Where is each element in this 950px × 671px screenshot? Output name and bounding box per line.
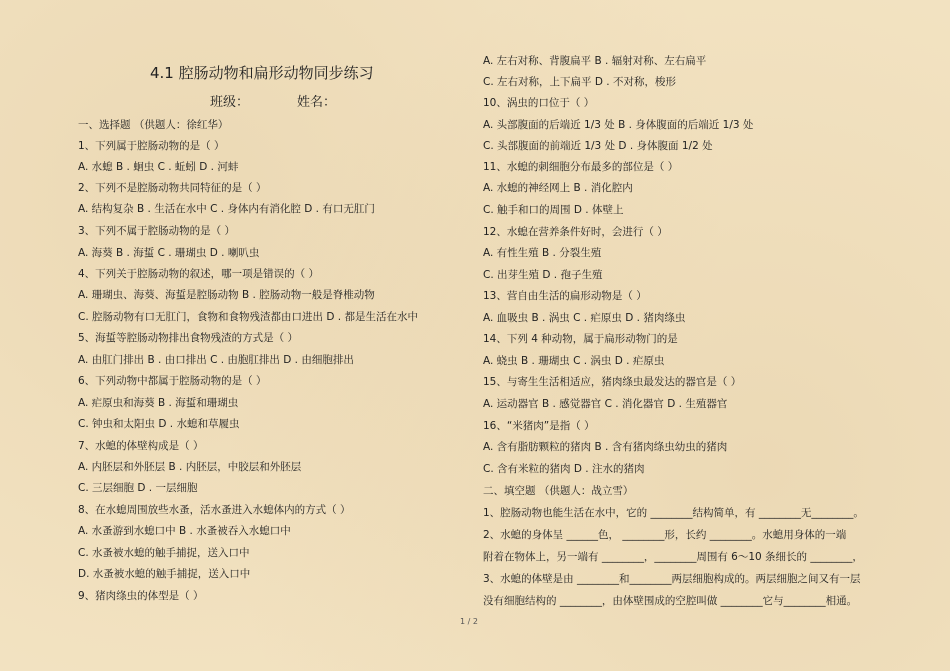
text-line: C. 钟虫和太阳虫 D . 水螅和草履虫 [78, 418, 240, 430]
name-label: 姓名： [297, 95, 337, 110]
text-line: 8、在水螅周围放些水蚤，活水蚤进入水螅体内的方式（ ） [78, 504, 351, 516]
text-line: 14、下列 4 种动物，属于扁形动物门的是 [483, 333, 678, 345]
text-line: C. 头部腹面的前端近 1/3 处 D . 身体腹面 1/2 处 [483, 140, 713, 152]
text-line: A. 运动器官 B . 感觉器官 C . 消化器官 D . 生殖器官 [483, 398, 728, 410]
text-line: A. 水螅 B . 蛔虫 C . 蚯蚓 D . 河蚌 [78, 161, 239, 173]
text-line: A. 由肛门排出 B . 由口排出 C . 由胞肛排出 D . 由细胞排出 [78, 354, 354, 366]
text-line: 16、“米猪肉”是指（ ） [483, 420, 595, 432]
text-line: A. 血吸虫 B . 涡虫 C . 疟原虫 D . 猪肉绦虫 [483, 312, 686, 324]
text-line: A. 内胚层和外胚层 B . 内胚层，中胶层和外胚层 [78, 461, 302, 473]
text-line: 3、下列不属于腔肠动物的是（ ） [78, 225, 236, 237]
text-line: 13、营自由生活的扁形动物是（ ） [483, 290, 647, 302]
text-line: 4、下列关于腔肠动物的叙述，哪一项是错误的（ ） [78, 268, 320, 280]
text-line: 附着在物体上，另一端有 ________，________周围有 6～10 条细长的 ________， [483, 551, 863, 563]
text-line: A. 结构复杂 B . 生活在水中 C . 身体内有消化腔 D . 有口无肛门 [78, 203, 375, 215]
text-line: A. 左右对称、背腹扁平 B . 辐射对称、左右扁平 [483, 55, 707, 67]
text-line: 11、水螅的刺细胞分布最多的部位是（ ） [483, 161, 679, 173]
text-line: 10、涡虫的口位于（ ） [483, 97, 595, 109]
text-line: A. 有性生殖 B . 分裂生殖 [483, 247, 602, 259]
text-line: A. 海葵 B . 海蜇 C . 珊瑚虫 D . 喇叭虫 [78, 247, 260, 259]
text-line: A. 水螅的神经网上 B . 消化腔内 [483, 182, 633, 194]
text-line: 1、腔肠动物也能生活在水中，它的 ________结构简单，有 ________无________。 [483, 507, 864, 519]
text-line: A. 含有脂肪颗粒的猪肉 B . 含有猪肉绦虫幼虫的猪肉 [483, 441, 728, 453]
text-line: D. 水蚤被水螅的触手捕捉，送入口中 [78, 568, 251, 580]
text-line: 没有细胞结构的 ________，由体壁围成的空腔叫做 ________它与________相通。 [483, 595, 858, 607]
text-line: 一、选择题 （供题人：徐红华） [78, 119, 229, 131]
text-line: 3、水螅的体壁是由 ________和________两层细胞构成的。两层细胞之间又有一层 [483, 573, 861, 585]
text-line: 12、水螅在营养条件好时，会进行（ ） [483, 226, 668, 238]
text-line: 9、猪肉绦虫的体型是（ ） [78, 590, 204, 602]
text-line: 2、下列不是腔肠动物共同特征的是（ ） [78, 182, 267, 194]
text-line: A. 蛲虫 B . 珊瑚虫 C . 涡虫 D . 疟原虫 [483, 355, 665, 367]
text-line: 1、下列属于腔肠动物的是（ ） [78, 140, 225, 152]
page-number: 1 / 2 [460, 617, 478, 626]
text-line: A. 头部腹面的后端近 1/3 处 B . 身体腹面的后端近 1/3 处 [483, 119, 754, 131]
text-line: A. 水蚤游到水螅口中 B . 水蚤被吞入水螅口中 [78, 525, 291, 537]
text-line: C. 触手和口的周围 D . 体壁上 [483, 204, 624, 216]
page-title: 4.1 腔肠动物和扁形动物同步练习 [150, 64, 374, 82]
text-line: 7、水螅的体壁构成是（ ） [78, 440, 204, 452]
text-line: 6、下列动物中都属于腔肠动物的是（ ） [78, 375, 267, 387]
text-line: A. 疟原虫和海葵 B . 海蜇和珊瑚虫 [78, 397, 239, 409]
text-line: C. 腔肠动物有口无肛门，食物和食物残渣都由口进出 D . 都是生活在水中 [78, 311, 418, 323]
text-line: C. 水蚤被水螅的触手捕捉，送入口中 [78, 547, 250, 559]
class-label: 班级： [210, 95, 250, 110]
text-line: C. 三层细胞 D . 一层细胞 [78, 482, 198, 494]
text-line: C. 含有米粒的猪肉 D . 注水的猪肉 [483, 463, 645, 475]
text-line: C. 左右对称，上下扁平 D . 不对称，梭形 [483, 76, 676, 88]
text-line: 5、海蜇等腔肠动物排出食物残渣的方式是（ ） [78, 332, 299, 344]
text-line: A. 珊瑚虫、海葵、海蜇是腔肠动物 B . 腔肠动物一般是脊椎动物 [78, 289, 375, 301]
text-line: C. 出芽生殖 D . 孢子生殖 [483, 269, 603, 281]
text-line: 2、水螅的身体呈 ______色， ________形，长约 ________。水螅用身体的一端 [483, 529, 847, 541]
text-line: 15、与寄生生活相适应，猪肉绦虫最发达的器官是（ ） [483, 376, 742, 388]
text-line: 二、填空题 （供题人：战立雪） [483, 485, 634, 497]
